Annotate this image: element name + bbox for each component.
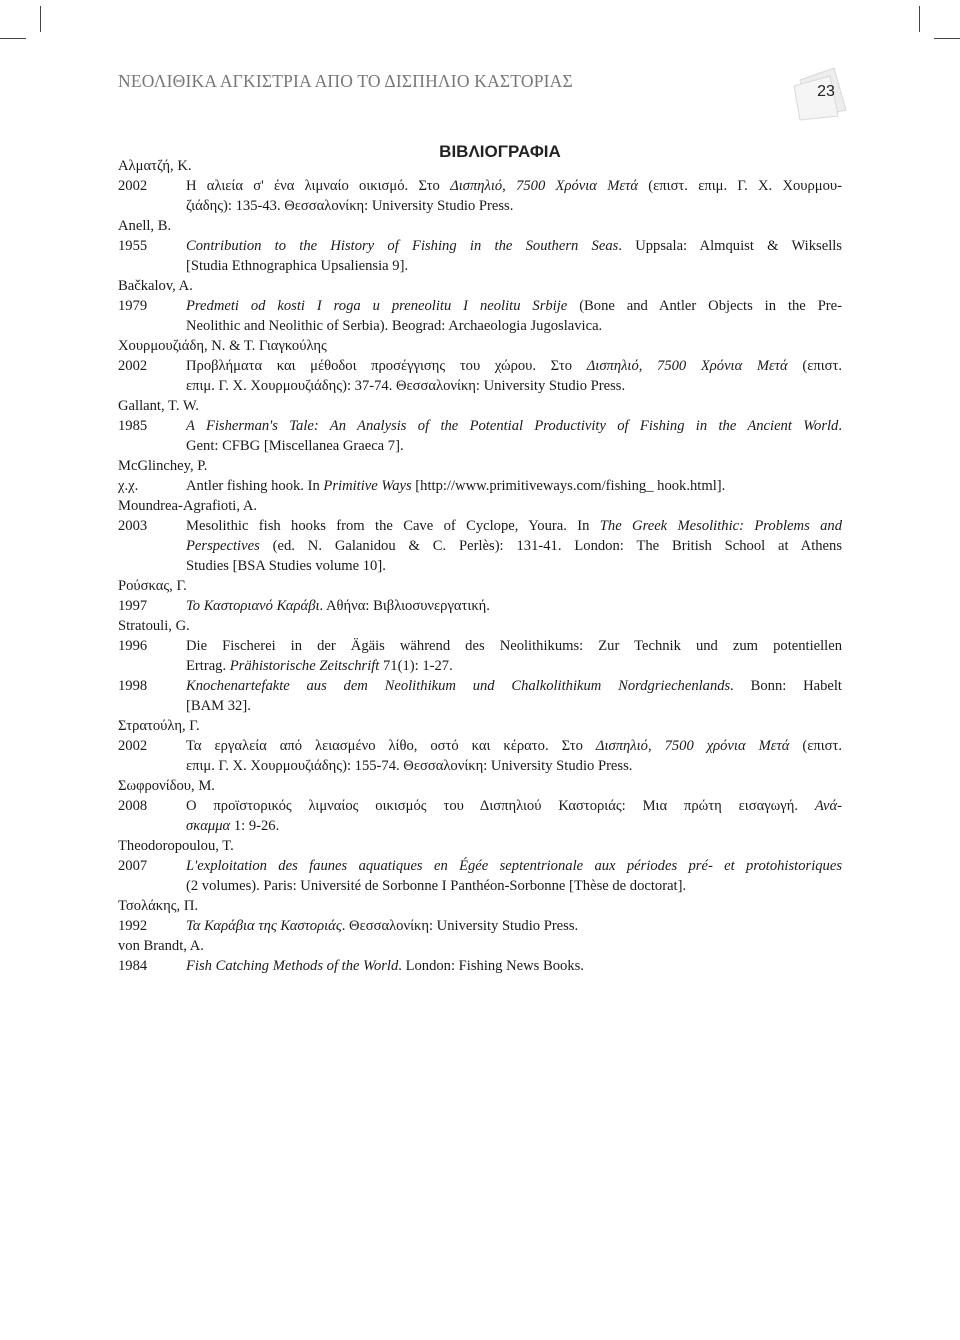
bib-citation-line bbox=[186, 956, 842, 976]
bib-author: Bačkalov, A. bbox=[118, 278, 193, 294]
bib-year: 2003 bbox=[118, 518, 148, 534]
bib-citation bbox=[186, 516, 842, 576]
bib-text-segment: επιμ. Γ. Χ. Χουρμουζιάδης): 37-74. Θεσσαλονίκη: University Studio Press. bbox=[186, 378, 626, 394]
bib-entry bbox=[118, 736, 842, 776]
bib-text-segment: Τα εργαλεία από λειασμένο λίθο, οστό και κέρατο. Στο bbox=[186, 738, 596, 754]
bib-text-segment: ζιάδης): 135-43. Θεσσαλονίκη: University Studio Press. bbox=[186, 198, 514, 214]
bib-citation-line bbox=[186, 536, 842, 556]
bib-year: 1997 bbox=[118, 598, 148, 614]
bib-author: Χουρμουζιάδη, Ν. & Τ. Γιαγκούλης bbox=[118, 338, 327, 354]
bib-title-segment: Το Καστοριανό Καράβι bbox=[186, 598, 320, 614]
bib-citation-line bbox=[186, 596, 842, 616]
bib-entry bbox=[118, 916, 842, 936]
bib-citation-line bbox=[186, 736, 842, 756]
bib-year: 1996 bbox=[118, 638, 148, 654]
bib-title-segment: Δισπηλιό, 7500 χρόνια Μετά bbox=[595, 738, 790, 754]
bib-entry bbox=[118, 176, 842, 216]
bib-citation bbox=[186, 176, 842, 216]
bib-author: Gallant, T. W. bbox=[118, 398, 199, 414]
bib-entry bbox=[118, 516, 842, 576]
bib-text-segment: Die Fischerei in der Ägäis während des Neolithikums: Zur Technik und zum potentiellen bbox=[186, 638, 842, 654]
bib-text-segment: Ο προϊστορικός λιμναίος οικισμός του Δισπηλιού Καστοριάς: Μια πρώτη εισαγωγή. bbox=[186, 798, 815, 814]
bib-citation bbox=[186, 476, 842, 496]
bib-citation-line bbox=[186, 656, 842, 676]
bib-citation bbox=[186, 236, 842, 276]
bib-year: 1979 bbox=[118, 298, 148, 314]
bib-author: Anell, B. bbox=[118, 218, 172, 234]
bib-citation bbox=[186, 956, 842, 976]
bib-citation-line bbox=[186, 796, 842, 816]
bib-citation bbox=[186, 416, 842, 456]
bib-citation bbox=[186, 796, 842, 836]
bib-text-segment: (επιστ. bbox=[789, 738, 842, 754]
bib-title-segment: Δισπηλιό, 7500 Χρόνια Μετά bbox=[586, 358, 788, 374]
bib-text-segment: (επιστ. bbox=[787, 358, 842, 374]
bib-entry bbox=[118, 356, 842, 396]
bib-text-segment: Gent: CFBG [Miscellanea Graeca 7]. bbox=[186, 438, 404, 454]
bib-title-segment: The Greek Mesolithic: Problems and bbox=[599, 518, 843, 534]
bib-citation bbox=[186, 296, 842, 336]
crop-mark-top-left-horizontal bbox=[0, 38, 26, 39]
bib-author: Moundrea-Agrafioti, A. bbox=[118, 498, 258, 514]
bib-text-segment: Ertrag. bbox=[186, 658, 230, 674]
bib-citation-line bbox=[186, 236, 842, 256]
bib-text-segment: [BAM 32]. bbox=[186, 698, 251, 714]
bib-text-segment: [http://www.primitiveways.com/fishing_ hook.html]. bbox=[411, 478, 726, 494]
bib-title-segment: Τα Καράβια της Καστοριάς bbox=[186, 918, 342, 934]
bib-citation-line bbox=[186, 636, 842, 656]
bib-year: 2002 bbox=[118, 358, 148, 374]
bib-author: McGlinchey, P. bbox=[118, 458, 208, 474]
bib-author: Τσολάκης, Π. bbox=[118, 898, 199, 914]
bib-year: 2002 bbox=[118, 178, 148, 194]
bib-year: 2008 bbox=[118, 798, 148, 814]
bib-title-segment: A Fisherman's Tale: An Analysis of the Potential Productivity of Fishing in the Ancient World bbox=[186, 418, 839, 434]
bib-title-segment: Prähistorische Zeitschrift bbox=[229, 658, 380, 674]
bib-year: 1955 bbox=[118, 238, 148, 254]
bib-entry bbox=[118, 476, 842, 496]
bib-text-segment: . London: Fishing News Books. bbox=[398, 958, 584, 974]
bib-citation-line bbox=[186, 876, 842, 896]
bib-title-segment: Primitive Ways bbox=[323, 478, 412, 494]
bib-entry bbox=[118, 596, 842, 616]
bib-entry bbox=[118, 236, 842, 276]
bib-text-segment: . bbox=[838, 418, 842, 434]
bib-title-segment: σκαμμα bbox=[186, 818, 231, 834]
bib-year: χ.χ. bbox=[118, 478, 139, 494]
bib-title-segment: Predmeti od kosti I roga u preneolitu I neolitu Srbije bbox=[186, 298, 568, 314]
bib-citation-line bbox=[186, 196, 842, 216]
bib-text-segment: Η αλιεία σ' ένα λιμναίο οικισμό. Στο bbox=[186, 178, 451, 194]
bib-text-segment: Bonn: Habelt bbox=[733, 678, 842, 694]
bib-entry bbox=[118, 956, 842, 976]
bib-citation-line bbox=[186, 856, 842, 876]
bib-title-segment: Contribution to the History of Fishing in the Southern Seas bbox=[186, 238, 619, 254]
section-title: ΒΙΒΛΙΟΓΡΑΦΙΑ bbox=[439, 142, 561, 161]
crop-mark-top-right-horizontal bbox=[934, 38, 960, 39]
bib-citation-line bbox=[186, 816, 842, 836]
bibliography-list bbox=[118, 156, 842, 976]
bib-year: 1984 bbox=[118, 958, 148, 974]
bib-text-segment: . Θεσσαλονίκη: University Studio Press. bbox=[341, 918, 579, 934]
bib-year: 2002 bbox=[118, 738, 148, 754]
bib-author: Στρατούλη, Γ. bbox=[118, 718, 200, 734]
bib-title-segment: L'exploitation des faunes aquatiques en Égée septentrionale aux périodes pré- et protohistoriques bbox=[186, 858, 842, 874]
bib-citation bbox=[186, 736, 842, 776]
bib-entry bbox=[118, 416, 842, 456]
bib-citation-line bbox=[186, 516, 842, 536]
bib-citation-line bbox=[186, 416, 842, 436]
bib-citation-line bbox=[186, 436, 842, 456]
bib-title-segment: Δισπηλιό, 7500 Χρόνια Μετά bbox=[450, 178, 639, 194]
bib-year: 2007 bbox=[118, 858, 148, 874]
bib-entry bbox=[118, 296, 842, 336]
bib-citation-line bbox=[186, 676, 842, 696]
bib-title-segment: Perspectives bbox=[186, 538, 260, 554]
bib-citation bbox=[186, 916, 842, 936]
bib-text-segment: . Uppsala: Almquist & Wiksells bbox=[618, 238, 842, 254]
bib-text-segment: (Bone and Antler Objects in the Pre- bbox=[567, 298, 843, 314]
bib-text-segment: 71(1): 1-27. bbox=[379, 658, 453, 674]
bib-text-segment: . Αθήνα: Βιβλιοσυνεργατική. bbox=[319, 598, 490, 614]
page-number: 23 bbox=[817, 83, 835, 100]
bib-text-segment: επιμ. Γ. Χ. Χουρμουζιάδης): 155-74. Θεσσαλονίκη: University Studio Press. bbox=[186, 758, 633, 774]
bib-author: Ρούσκας, Γ. bbox=[118, 578, 187, 594]
bib-citation bbox=[186, 856, 842, 896]
bib-text-segment: Mesolithic fish hooks from the Cave of Cyclope, Youra. In bbox=[186, 518, 600, 534]
bib-citation-line bbox=[186, 556, 842, 576]
bib-author: Theodoropoulou, T. bbox=[118, 838, 234, 854]
bib-title-segment: Knochenartefakte aus dem Neolithikum und Chalkolithikum Nordgriechenlands. bbox=[186, 678, 734, 694]
bib-citation-line bbox=[186, 916, 842, 936]
running-header: ΝΕΟΛΙΘΙΚΑ ΑΓΚΙΣΤΡΙΑ ΑΠΟ ΤΟ ΔΙΣΠΗΛΙΟ ΚΑΣΤΟΡΙΑΣ bbox=[118, 71, 573, 91]
bib-text-segment: (2 volumes). Paris: Université de Sorbonne I Panthéon-Sorbonne [Thèse de doctorat]. bbox=[186, 878, 687, 894]
bib-text-segment: (ed. N. Galanidou & C. Perlès): 131-41. London: The British School at Athens bbox=[259, 538, 842, 554]
bib-title-segment: Fish Catching Methods of the World bbox=[186, 958, 399, 974]
bib-year: 1998 bbox=[118, 678, 148, 694]
bib-text-segment: Studies [BSA Studies volume 10]. bbox=[186, 558, 386, 574]
bib-text-segment: [Studia Ethnographica Upsaliensia 9]. bbox=[186, 258, 409, 274]
crop-mark-top-right-vertical bbox=[919, 6, 920, 32]
bib-text-segment: Προβλήματα και μέθοδοι προσέγγισης του χώρου. Στο bbox=[186, 358, 587, 374]
bib-author: Σωφρονίδου, Μ. bbox=[118, 778, 215, 794]
bib-text-segment: (επιστ. επιμ. Γ. Χ. Χουρμου- bbox=[638, 178, 842, 194]
bib-citation bbox=[186, 636, 842, 676]
bib-text-segment: Antler fishing hook. In bbox=[186, 478, 324, 494]
bib-author: Αλματζή, Κ. bbox=[118, 158, 192, 174]
bib-citation-line bbox=[186, 756, 842, 776]
bib-title-segment: Ανά- bbox=[814, 798, 842, 814]
bib-entry bbox=[118, 796, 842, 836]
bib-author: von Brandt, A. bbox=[118, 938, 204, 954]
bib-entry bbox=[118, 856, 842, 896]
bib-citation bbox=[186, 356, 842, 396]
bib-text-segment: 1: 9-26. bbox=[230, 818, 280, 834]
bib-entry bbox=[118, 676, 842, 716]
bib-citation-line bbox=[186, 176, 842, 196]
bib-citation-line bbox=[186, 256, 842, 276]
bib-citation bbox=[186, 596, 842, 616]
bib-citation-line bbox=[186, 376, 842, 396]
bib-year: 1985 bbox=[118, 418, 148, 434]
bib-citation bbox=[186, 676, 842, 716]
bib-citation-line bbox=[186, 696, 842, 716]
crop-mark-top-left-vertical bbox=[40, 6, 41, 32]
bib-citation-line bbox=[186, 476, 842, 496]
bib-citation-line bbox=[186, 296, 842, 316]
bib-author: Stratouli, G. bbox=[118, 618, 190, 634]
bib-year: 1992 bbox=[118, 918, 148, 934]
bib-entry bbox=[118, 636, 842, 676]
bib-citation-line bbox=[186, 356, 842, 376]
bib-text-segment: Neolithic and Neolithic of Serbia). Beograd: Archaeologia Jugoslavica. bbox=[186, 318, 603, 334]
bib-citation-line bbox=[186, 316, 842, 336]
